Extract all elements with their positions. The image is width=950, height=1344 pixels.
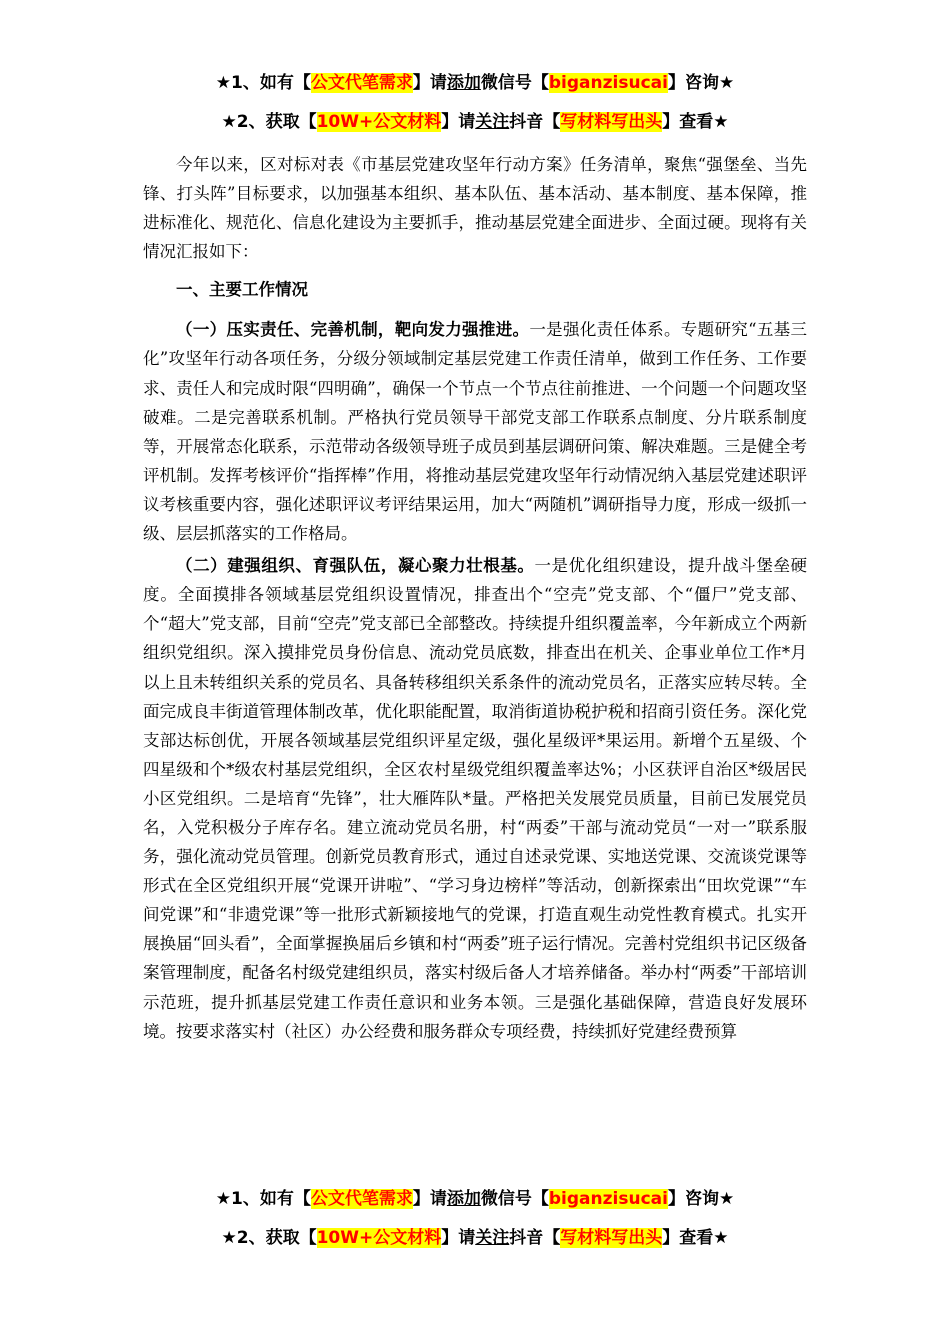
banner-text: 】咨询★ — [667, 1189, 735, 1209]
banner-text: 微信号【 — [480, 1189, 549, 1209]
emphasis-add: 添加 — [446, 73, 481, 93]
highlight-materials: 10W+公文材料 — [316, 1228, 442, 1248]
emphasis-follow: 关注 — [475, 1228, 510, 1248]
banner-text: 】查看★ — [662, 112, 729, 132]
paragraph-organization — [143, 551, 807, 1046]
highlight-service: 公文代笔需求 — [310, 1189, 413, 1209]
document-body — [143, 150, 807, 1046]
banner-text: 2、获取【 — [236, 112, 317, 132]
star-icon: ★ — [215, 1189, 232, 1209]
banner-text: 】请 — [441, 1228, 476, 1248]
banner-text: 抖音【 — [509, 112, 561, 132]
banner-text: 1、如有【 — [231, 1189, 311, 1209]
star-icon: ★ — [215, 73, 232, 93]
star-icon: ★ — [221, 112, 237, 132]
paragraph-lead: （二）建强组织、育强队伍，凝心聚力壮根基。 — [176, 556, 535, 576]
banner-text: 】请 — [441, 112, 476, 132]
bottom-banner-line1 — [0, 1187, 950, 1211]
paragraph-responsibility — [143, 315, 807, 548]
star-icon: ★ — [221, 1228, 237, 1248]
banner-text: 】请 — [412, 1189, 447, 1209]
highlight-douyin-account: 写材料写出头 — [560, 1228, 663, 1248]
banner-text: 】查看★ — [662, 1228, 729, 1248]
paragraph-text: 一是强化责任体系。专题研究“五基三化”攻坚年行动各项任务，分级分领域制定基层党建工作责任清单，做到工作任务、工作要求、责任人和完成时限“四明确”，确保一个节点一个节点往前推进、一个问题一个问题攻坚破难。二是完善联系机制。严格执行党员领导干部党支部工作联系点制度、分片联系制度等，开展常态化联系，示范带动各级领导班子成员到基层调研问策、解决难题。三是健全考评机制。发挥考核评价“指挥棒”作用，将推动基层党建攻坚年行动情况纳入基层党建述职评议考核重要内容，强化述职评议考评结果运用，加大“两随机”调研指导力度，形成一级抓一级、层层抓落实的工作格局。 — [143, 320, 808, 544]
emphasis-add: 添加 — [446, 1189, 481, 1209]
banner-text: 1、如有【 — [231, 73, 311, 93]
banner-text: 抖音【 — [509, 1228, 561, 1248]
highlight-wechat-id: biganzisucai — [548, 1189, 668, 1209]
highlight-service: 公文代笔需求 — [310, 73, 413, 93]
intro-paragraph: 今年以来，区对标对表《市基层党建攻坚年行动方案》任务清单，聚焦“强堡垒、当先锋、打头阵”目标要求，以加强基本组织、基本队伍、基本活动、基本制度、基本保障，推进标准化、规范化、信息化建设为主要抓手，推动基层党建全面进步、全面过硬。现将有关情况汇报如下： — [143, 155, 807, 262]
top-banner-line1 — [0, 71, 950, 95]
top-banner-line2 — [0, 110, 950, 134]
banner-text: 2、获取【 — [236, 1228, 317, 1248]
bottom-banner-line2 — [0, 1226, 950, 1250]
highlight-douyin-account: 写材料写出头 — [560, 112, 663, 132]
highlight-materials: 10W+公文材料 — [316, 112, 442, 132]
highlight-wechat-id: biganzisucai — [548, 73, 668, 93]
emphasis-follow: 关注 — [475, 112, 510, 132]
banner-text: 】请 — [412, 73, 447, 93]
banner-text: 】咨询★ — [667, 73, 735, 93]
paragraph-text: 一是优化组织建设，提升战斗堡垒硬度。全面摸排各领域基层党组织设置情况，排查出个“空壳”党支部、个“僵尸”党支部、个“超大”党支部，目前“空壳”党支部已全部整改。持续提升组织覆盖率，今年新成立个两新组织党组织。深入摸排党员身份信息、流动党员底数，排查出在机关、企事业单位工作*月以上且未转组织关系的党员名、具备转移组织关系条件的流动党员名，正落实应转尽转。全面完成良丰街道管理体制改革，优化职能配置，取消街道协税护税和招商引资任务。深化党支部达标创优，开展各领域基层党组织评星定级，强化星级评*果运用。新增个五星级、个四星级和个*级农村基层党组织，全区农村星级党组织覆盖率达%；小区获评自治区*级居民小区党组织。二是培育“先锋”，壮大雁阵队*量。严格把关发展党员质量，目前已发展党员名，入党积极分子库存名。建立流动党员名册，村“两委”干部与流动党员“一对一”联系服务，强化流动党员管理。创新党员教育形式，通过自述录党课、实地送党课、交流谈党课等形式在全区党组织开展“党课开讲啦”、“学习身边榜样”等活动，创新探索出“田坎党课”“车间党课”和“非遗党课”等一批形式新颖接地气的党课，打造直观生动党性教育模式。扎实开展换届“回头看”，全面掌握换届后乡镇和村“两委”班子运行情况。完善村党组织书记区级备案管理制度，配备名村级党建组织员，落实村级后备人才培养储备。举办村“两委”干部培训示范班，提升抓基层党建工作责任意识和业务本领。三是强化基础保障，营造良好发展环境。按要求落实村（社区）办公经费和服务群众专项经费，持续抓好党建经费预算 — [143, 556, 808, 1041]
section-heading: 一、主要工作情况 — [176, 280, 308, 300]
banner-text: 微信号【 — [480, 73, 549, 93]
paragraph-lead: （一）压实责任、完善机制，靶向发力强推进。 — [176, 320, 530, 340]
